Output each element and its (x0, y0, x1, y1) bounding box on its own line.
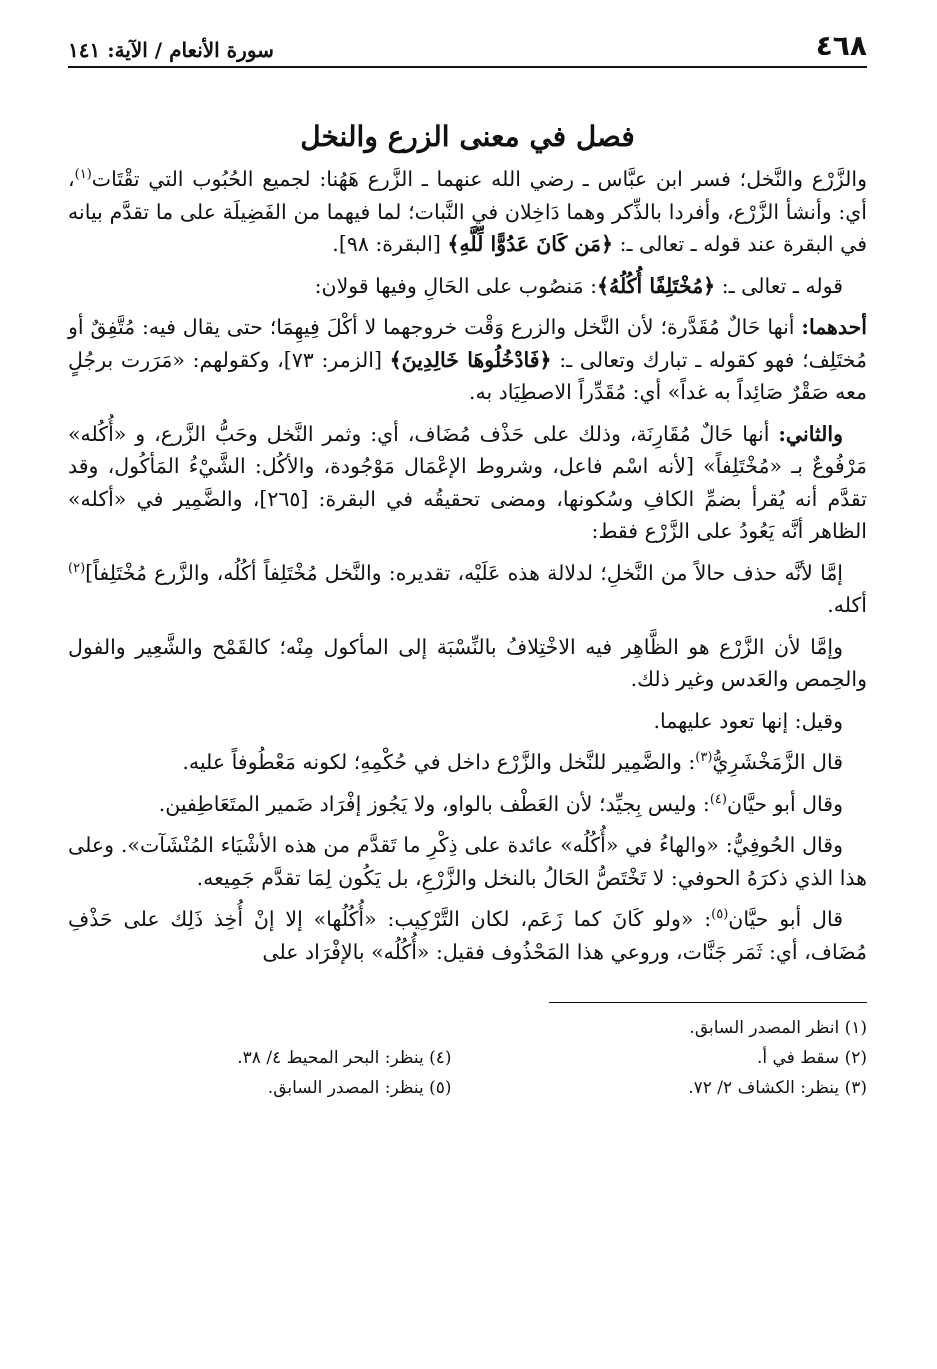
footnote-ref: (٥) (711, 907, 729, 923)
running-header (68, 30, 867, 68)
paragraph-text: قال أبو حيَّان (728, 907, 843, 931)
paragraph (68, 418, 867, 548)
paragraph-text: والزَّرْع والنَّخل؛ فسر ابن عبَّاس ـ رضي الله عنهما ـ الزَّرع هَهُنا: لجميع الحُبُوب التي تقْتَات (91, 167, 867, 191)
paragraph-text: قوله ـ تعالى ـ: (715, 273, 843, 298)
paragraph-lead: والثاني: (778, 421, 843, 446)
footnote-ref: (٤) (709, 791, 727, 807)
footnote: (١) انظر المصدر السابق. (689, 1018, 867, 1038)
quran-quote: ﴿فَادْخُلُوهَا خَالِدِينَ﴾ (389, 347, 552, 372)
footnote: (٣) ينظر: الكشاف ٢/ ٧٢. (688, 1078, 867, 1098)
paragraph (68, 746, 867, 779)
paragraph-text: ، أي: وأنشأ الزَّرْع، وأفردا بالذِّكر وهما دَاخِلان في النَّبات؛ لما فيهما من الفَضِيلَة على ما تقدَّم بيانه في البقرة عند قوله ـ تعالى ـ: (68, 167, 867, 256)
footnote-separator (549, 1002, 867, 1003)
section-title: فصل في معنى الزرع والنخل (300, 120, 635, 153)
paragraph (68, 631, 867, 696)
paragraph (68, 311, 867, 409)
footnote-column-left (68, 1013, 452, 1103)
paragraph (68, 788, 867, 821)
paragraph-text: : «ولو كَانَ كما زَعَم، لكان التَّرْكِيب: «أُكُلُها» إلا إنْ أُخِذ ذَلِك على حَذْفِ مُضَاف، أي: ثَمَر جَنَّات، وروعي هذا المَحْذُوف فقيل: «أُكُلُه» بالإفْرَاد على (68, 907, 867, 964)
quran-quote: ﴿مُخْتَلِفًا أُكُلُهُ﴾ (597, 273, 716, 298)
running-title: سورة الأنعام / الآية: ١٤١ (68, 38, 274, 62)
paragraph-text: : وليس بِجيِّد؛ لأن العَطْف بالواو، ولا يَجُوز إفْرَاد ضَمير المتَعَاطِفين. (158, 791, 710, 816)
paragraph-text: قال الزَّمَخْشَرِيُّ (712, 750, 843, 774)
footnote-ref: (٣) (695, 750, 713, 766)
quran-quote: ﴿مَن كَانَ عَدُوًّا لِّلَّهِ﴾ (447, 232, 614, 256)
paragraph (68, 163, 867, 261)
paragraph-text: [الزمر: ٧٣]، وكقولهم: «مَرَرت برجُلٍ معه صَقْرٌ صَائِداً به غداً» أي: مُقَدِّراً الاصطِيَاد به. (68, 347, 867, 404)
footnote-ref: (١) (74, 167, 92, 183)
paragraph-text: إمَّا لأنَّه حذف حالاً من النَّخلِ؛ لدلالة هذه عَلَيْه، تقديره: والنَّخل مُخْتَلِفاً أكُلُه، والزَّرع مُخْتَلِفاً] (85, 560, 843, 585)
paragraph-text: وإمَّا لأن الزَّرْع هو الظَّاهِر فيه الاخْتِلافُ بالنِّسْبَة إلى المأكول مِنْه؛ كالقَمْح والشَّعِير والفول والحِمص والعَدس وغير ذلك. (68, 634, 867, 691)
paragraph (68, 903, 867, 968)
paragraph-text: أكله. (827, 593, 867, 617)
paragraph-text: [البقرة: ٩٨]. (332, 232, 448, 256)
paragraph (68, 270, 867, 303)
page-number: ٤٦٨ (815, 29, 867, 62)
footnote: (٢) سقط في أ. (756, 1048, 867, 1068)
paragraph-text: أنها حَالٌ مُقَارِنَة، وذلك على حَذْف مُضَاف، أي: وثمر النَّخل وحَبُّ الزَّرع، و «أُكُله» مَرْفُوعٌ بـ «مُخْتَلِفاً» [لأنه اسْم فاعل، وشروط الإعْمَال مَوْجُودة، والأكُل: الشَّيْءُ المَأكُول، وقد تقدَّم أنه يُقرأ بضمِّ الكافِ وسُكونها، ومضى تحقيقُه في البقرة: [٢٦٥]، والضَّمِير في «أكله» الظاهر أنَّه يَعُودُ على الزَّرْع فقط: (68, 421, 867, 543)
paragraph-text: وقيل: إنها تعود عليهما. (653, 708, 843, 733)
footnotes (68, 1013, 867, 1103)
paragraph-text: وقال الحُوفِيُّ: «والهاءُ في «أُكُلُه» عائدة على ذِكْرِ ما تَقدَّم من هذه الأشْيَاء المُنْشَآت». وعلى هذا الذي ذكرَهُ الحوفي: لا تَخْتَصُّ الحَالُ بالنخل والزَّرْعِ، بل يَكُون لِمَا تقدَّم جَمِيعه. (68, 833, 867, 890)
paragraph-lead: أحدهما: (801, 315, 867, 339)
body-text (68, 163, 867, 968)
footnote: (٤) ينظر: البحر المحيط ٤/ ٣٨. (237, 1048, 452, 1068)
footnote-column-right (483, 1013, 867, 1103)
footnote-ref: (٢) (68, 560, 86, 576)
paragraph-text: وقال أبو حيَّان (726, 791, 843, 816)
paragraph (68, 829, 867, 894)
paragraph-text: أنها حَالٌ مُقَدَّرة؛ لأن النَّخل والزرع وَقْت خروجهما لا أكْلَ فِيهِمَا؛ حتى يقال فيه: مُتَّفِقٌ أو مُختَلِف؛ فهو كقوله ـ تبارك وتعالى ـ: (68, 315, 867, 372)
footnote: (٥) ينظر: المصدر السابق. (267, 1078, 452, 1098)
paragraph (68, 705, 867, 738)
paragraph-text: : والضَّمِير للنَّخل والزَّرْع داخل في حُكْمِهِ؛ لكونه مَعْطُوفاً عليه. (182, 750, 696, 774)
paragraph (68, 557, 867, 622)
paragraph-text: : مَنصُوب على الحَالِ وفيها قولان: (314, 273, 597, 298)
